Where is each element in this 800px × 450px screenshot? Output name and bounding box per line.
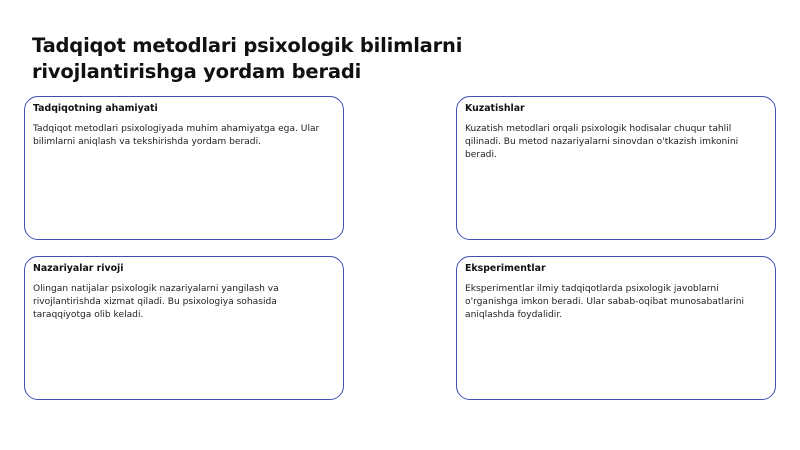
- card-text: Kuzatish metodlari orqali psixologik hodisalar chuqur tahlil qilinadi. Bu metod nazariyalarni sinovdan o'tkazish imkonini beradi.: [465, 124, 739, 161]
- card-heading: Nazariyalar rivoji: [33, 263, 124, 274]
- card-heading: Eksperimentlar: [465, 263, 546, 274]
- card-observations: [456, 96, 776, 240]
- card-heading: Kuzatishlar: [465, 103, 525, 114]
- card-experiments: [456, 256, 776, 400]
- card-heading: Tadqiqotning ahamiyati: [33, 103, 158, 114]
- card-text: Tadqiqot metodlari psixologiyada muhim ahamiyatga ega. Ular bilimlarni aniqlash va tekshirishda yordam beradi.: [33, 124, 320, 148]
- card-research-importance: [24, 96, 344, 240]
- card-text: Eksperimentlar ilmiy tadqiqotlarda psixologik javoblarni o'rganishga imkon beradi. Ular sabab-oqibat munosabatlarini aniqlashda foydalidir.: [465, 284, 745, 321]
- card-theory-development: [24, 256, 344, 400]
- slide-title: Tadqiqot metodlari psixologik bilimlarni rivojlantirishga yordam beradi: [32, 34, 463, 83]
- card-text: Olingan natijalar psixologik nazariyalarni yangilash va rivojlantirishda xizmat qiladi. Bu psixologiya sohasida taraqqiyotga olib keladi.: [33, 284, 279, 321]
